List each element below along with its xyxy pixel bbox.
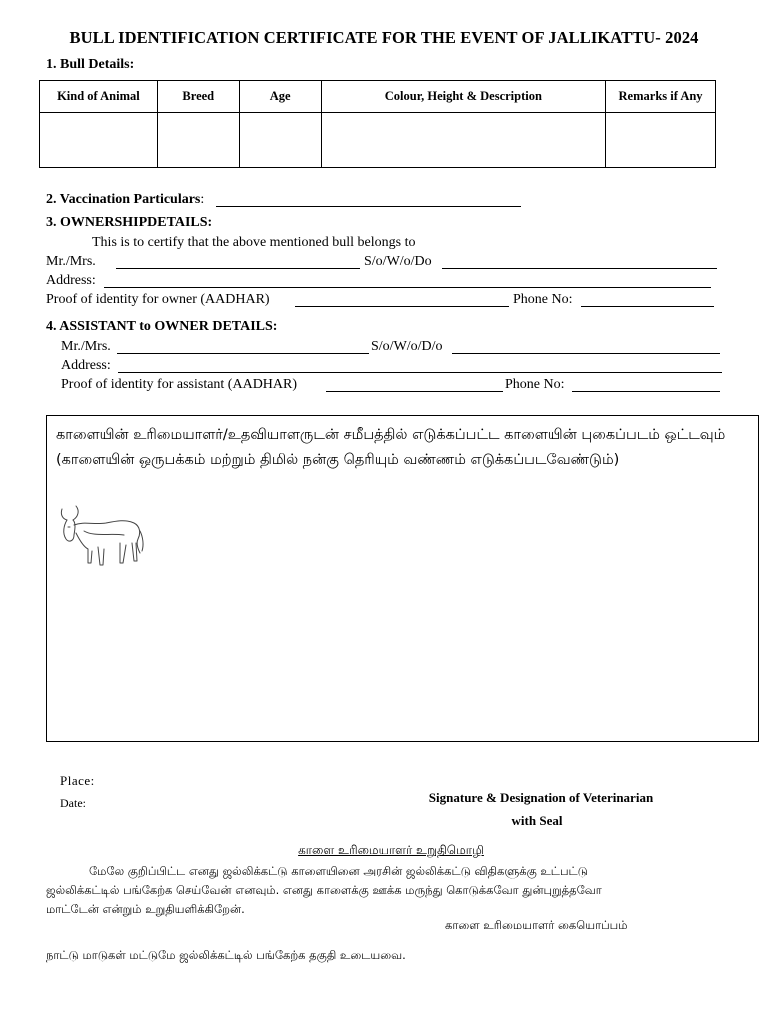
pledge-line-2: ஜல்லிக்கட்டில் பங்கேற்க செய்வேன் எனவும். எனது காளைக்கு ஊக்க மருந்து கொடுக்கவோ துன்புறுத்தவோ [46,883,602,897]
pledge-heading: காளை உரிமையாளர் உறுதிமொழி [298,843,484,857]
pledge-line-3: மாட்டேன் என்றும் உறுதியளிக்கிறேன். [46,902,245,916]
bull-icon [54,503,146,573]
certificate-title: BULL IDENTIFICATION CERTIFICATE FOR THE EVENT OF JALLIKATTU- 2024 [69,28,699,47]
owner-address-label: Address: [46,273,96,288]
vet-seal-label: with Seal [511,813,563,828]
vaccination-label: 2. Vaccination Particulars: [46,192,205,207]
owner-name-field[interactable] [116,268,360,269]
owner-address-field[interactable] [104,287,711,288]
assistant-proof-label: Proof of identity for assistant (AADHAR) [61,377,298,392]
bull-details-heading: 1. Bull Details: [46,57,135,72]
place-label: Place: [60,773,95,788]
vaccination-field[interactable] [216,206,521,207]
assistant-name-field[interactable] [117,353,369,354]
pledge-line-1: மேலே குறிப்பிட்ட எனது ஜல்லிக்கட்டு காளையினை அரசின் ஜல்லிக்கட்டு விதிகளுக்கு உட்பட்டு [89,864,588,878]
remarks-cell[interactable] [606,113,716,168]
assistant-phone-field[interactable] [572,391,720,392]
bull-details-table [39,80,716,168]
owner-aadhar-field[interactable] [295,306,509,307]
vet-signature-label: Signature & Designation of Veterinarian [428,790,654,805]
assistant-aadhar-field[interactable] [326,391,503,392]
column-header: Remarks if Any [606,81,716,113]
breed-cell[interactable] [157,113,239,168]
column-header: Kind of Animal [40,81,158,113]
owner-name-label: Mr./Mrs. [46,254,96,269]
owner-phone-field[interactable] [581,306,714,307]
ownership-heading: 3. OWNERSHIPDETAILS: [46,215,213,230]
date-label: Date: [60,796,86,810]
assistant-heading: 4. ASSISTANT to OWNER DETAILS: [46,319,278,334]
description-cell[interactable] [321,113,606,168]
table-header-row [40,81,716,113]
assistant-relation-label: S/o/W/o/D/o [371,339,443,354]
owner-relation-label: S/o/W/o/Do [364,254,432,269]
assistant-name-label: Mr./Mrs. [61,339,111,354]
table-row [40,113,716,168]
assistant-address-label: Address: [61,358,111,373]
column-header: Colour, Height & Description [321,81,606,113]
assistant-address-field[interactable] [118,372,722,373]
age-cell[interactable] [239,113,321,168]
owner-signature-label: காளை உரிமையாளர் கையொப்பம் [445,918,628,932]
owner-proof-label: Proof of identity for owner (AADHAR) [46,292,270,307]
certify-text: This is to certify that the above mentioned bull belongs to [92,235,416,250]
assistant-phone-label: Phone No: [505,377,565,392]
assistant-relation-field[interactable] [452,353,720,354]
column-header: Breed [157,81,239,113]
owner-phone-label: Phone No: [513,292,573,307]
kind-of-animal-cell[interactable] [40,113,158,168]
owner-relation-field[interactable] [442,268,717,269]
column-header: Age [239,81,321,113]
photo-instruction: காளையின் உரிமையாளர்/உதவியாளருடன் சமீபத்தில் எடுக்கப்பட்ட காளையின் புகைப்படம் ஒட்டவும் (காளையின் ஒருபக்கம் மற்றும் திமில் நன்கு தெரியும் வண்ணம் எடுக்கப்படவேண்டும்) [56,427,726,468]
footer-note: நாட்டு மாடுகள் மட்டுமே ஜல்லிக்கட்டில் பங்கேற்க தகுதி உடையவை. [46,948,406,962]
